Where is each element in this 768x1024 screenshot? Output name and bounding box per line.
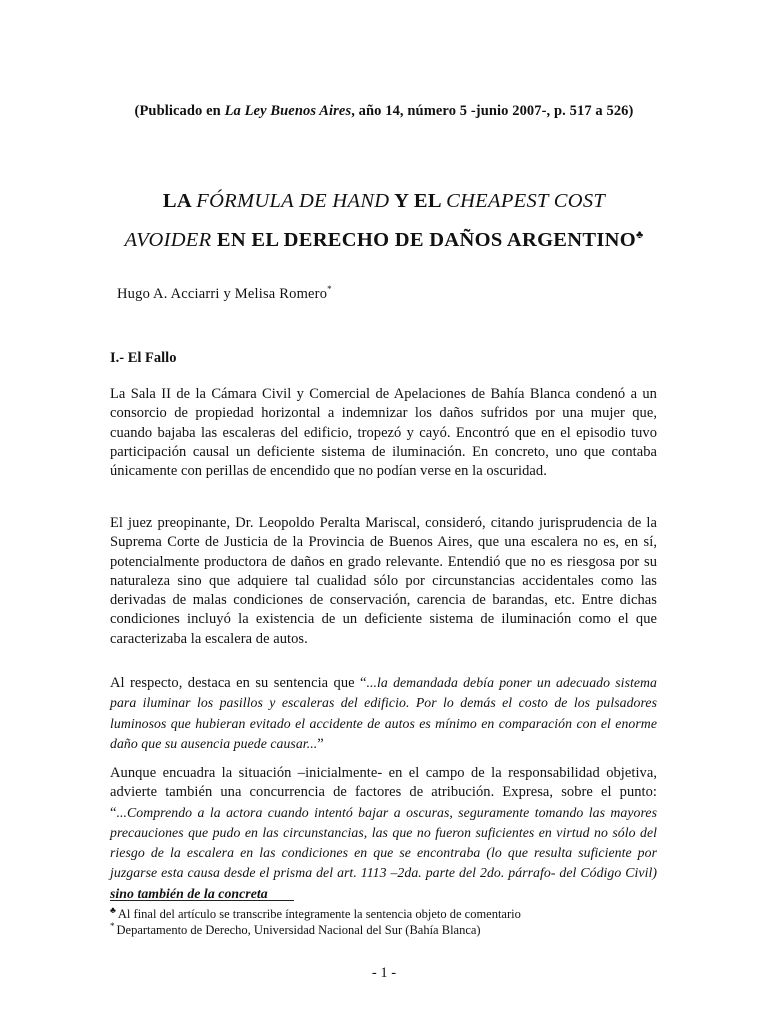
paragraph-text: Aunque encuadra la situación –inicialmente- en el campo de la responsabilidad objetiva, advierte también una concurrencia de factores de atribución. Expresa, sobre el punto: “ bbox=[110, 765, 657, 821]
authors bbox=[117, 286, 332, 303]
footnote-ref-asterisk[interactable]: * bbox=[327, 284, 332, 295]
title-part-italic: AVOIDER bbox=[124, 229, 212, 251]
footnote-1 bbox=[110, 904, 521, 922]
paragraph-2 bbox=[110, 514, 657, 649]
footnote-ref-club[interactable]: ♣ bbox=[636, 229, 644, 242]
footnote-mark: * bbox=[110, 920, 115, 931]
footnote-mark: ♣ bbox=[110, 904, 116, 915]
quote-close: ” bbox=[317, 735, 324, 752]
footnote-2 bbox=[110, 920, 481, 938]
paragraph-4 bbox=[110, 764, 657, 904]
quoted-text: ...Comprendo a la actora cuando intentó bajar a oscuras, seguramente tomando las mayores precauciones que pudo en las circunstancias, las que no fueron suficientes en virtud no sólo del riesgo de la escalera en las condiciones en que se encontraba (lo que resulta suficiente por juzgarse esta causa desde el prisma del art. 1113 –2da. parte del 2do. párrafo- del Código Civil) bbox=[110, 804, 657, 881]
title-part-italic: CHEAPEST COST bbox=[446, 190, 606, 212]
page-number: - 1 - bbox=[371, 965, 397, 981]
footnote-text: Al final del artículo se transcribe íntegramente la sentencia objeto de comentario bbox=[117, 907, 521, 921]
section-heading: I.- El Fallo bbox=[110, 350, 177, 366]
title-line-2 bbox=[0, 229, 768, 252]
title-part: LA bbox=[162, 190, 197, 212]
publication-note bbox=[0, 103, 768, 120]
publication-suffix: , año 14, número 5 -junio 2007-, p. 517 a 526) bbox=[351, 103, 634, 119]
paragraph-text: Al respecto, destaca en su sentencia que “ bbox=[110, 675, 367, 691]
publication-journal: La Ley Buenos Aires bbox=[224, 103, 352, 119]
paragraph-1 bbox=[110, 385, 657, 481]
paragraph-3 bbox=[110, 673, 657, 754]
author-names: Hugo A. Acciarri y Melisa Romero bbox=[117, 286, 328, 302]
footnote-text: Departamento de Derecho, Universidad Nacional del Sur (Bahía Blanca) bbox=[116, 923, 481, 937]
footnote-separator bbox=[110, 900, 294, 901]
title-part-italic: FÓRMULA DE HAND bbox=[196, 190, 390, 212]
publication-prefix: (Publicado en bbox=[134, 103, 225, 119]
title-line-1 bbox=[0, 190, 768, 213]
title-part: EN EL DERECHO DE DAÑOS ARGENTINO bbox=[211, 229, 636, 251]
title-part: Y EL bbox=[389, 190, 447, 212]
quoted-text-bold: sino también de la concreta bbox=[110, 885, 268, 901]
paragraph-text: El juez preopinante, Dr. Leopoldo Peralta Mariscal, consideró, citando jurisprudencia de la Suprema Corte de Justicia de la Provincia de Buenos Aires, que una escalera no es, en sí, potencialmente productora de daños en grado relevante. Entendió que no es riesgosa por su naturaleza sino que adquiere tal cualidad sólo por circunstancias accidentales como las derivadas de malas condiciones de conservación, carencia de barandas, etc. Entre dichas condiciones incluyó la existencia de un deficiente sistema de iluminación como el que caracterizaba la escalera de autos. bbox=[110, 515, 657, 647]
paragraph-text: La Sala II de la Cámara Civil y Comercial de Apelaciones de Bahía Blanca condenó a un consorcio de propiedad horizontal a indemnizar los daños sufridos por una mujer que, cuando bajaba las escaleras del edificio, tropezó y cayó. Encontró que en el episodio tuvo participación causal un deficiente sistema de iluminación. En concreto, uno que contaba únicamente con perillas de encendido que no podían verse en la oscuridad. bbox=[110, 386, 657, 480]
quoted-text: ...la demandada debía poner un adecuado sistema para iluminar los pasillos y escaleras del edificio. Por lo demás el costo de los pulsadores luminosos que hubieran evitado el accidente de autos es mínimo en comparación con el enorme daño que su ausencia puede causar... bbox=[110, 675, 658, 751]
